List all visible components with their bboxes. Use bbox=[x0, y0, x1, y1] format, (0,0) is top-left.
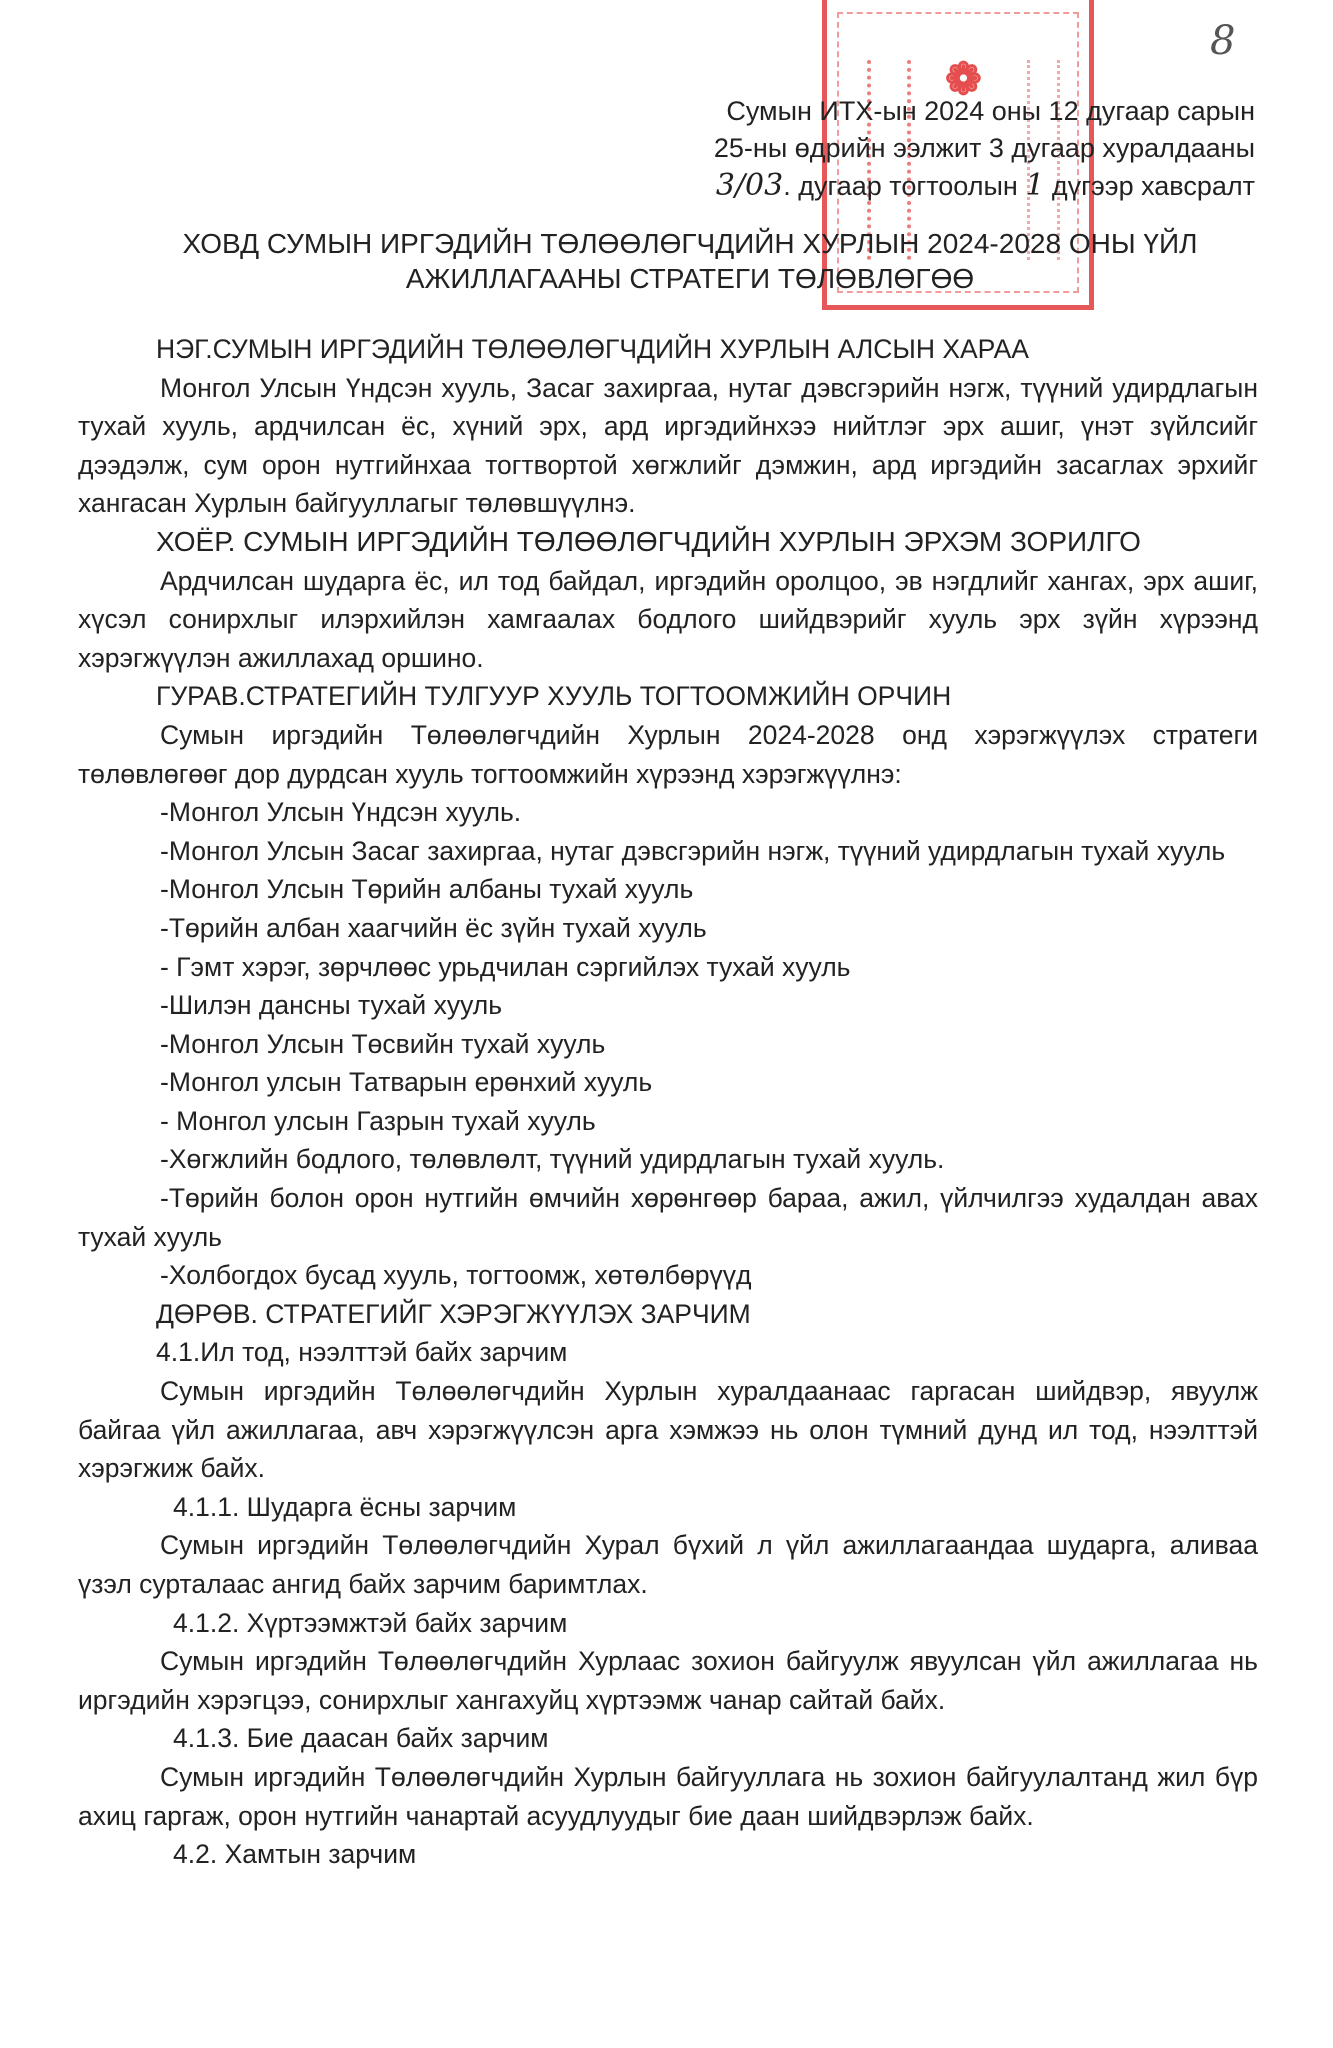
annex-line-3-end: дүгээр хавсралт bbox=[1044, 171, 1255, 201]
subsection-text-4-1-2: Сумын иргэдийн Төлөөлөгчдийн Хурлаас зохион байгуулж явуулсан үйл ажиллагаа нь иргэдийн хэрэгцээ, сонирхлыг хангахуйц хүртээмж чанар сайтай байх. bbox=[78, 1646, 1258, 1715]
law-list-item: -Хөгжлийн бодлого, төлөвлөлт, түүний удирдлагын тухай хууль. bbox=[160, 1144, 945, 1175]
title-line-2: АЖИЛЛАГААНЫ СТРАТЕГИ ТӨЛӨВЛӨГӨӨ bbox=[405, 263, 975, 294]
subsection-text-4-1: Сумын иргэдийн Төлөөлөгчдийн Хурлын хуралдаанаас гаргасан шийдвэр, явуулж байгаа үйл ажиллагаа, авч хэрэгжүүлсэн арга хэмжээ нь олон түмний дунд ил тод, нээлттэй хэрэгжиж байх. bbox=[78, 1376, 1258, 1484]
law-list-item: -Монгол Улсын Төрийн албаны тухай хууль bbox=[160, 874, 694, 905]
law-list-item: - Монгол улсын Газрын тухай хууль bbox=[160, 1105, 596, 1136]
law-list-item: -Монгол Улсын Засаг захиргаа, нутаг дэвсгэрийн нэгж, түүний удирдлагын тухай хууль bbox=[160, 835, 1226, 866]
law-list-item: -Төрийн болон орон нутгийн өмчийн хөрөнгөөр бараа, ажил, үйлчилгээ худалдан авах тухай хууль bbox=[78, 1183, 1258, 1252]
title-line-1: ХОВД СУМЫН ИРГЭДИЙН ТӨЛӨӨЛӨГЧДИЙН ХУРЛЫН 2024-2028 ОНЫ ҮЙЛ bbox=[182, 228, 1198, 259]
subsection-heading-4-2: 4.2. Хамтын зарчим bbox=[173, 1839, 417, 1870]
subsection-heading-4-1: 4.1.Ил тод, нээлттэй байх зарчим bbox=[156, 1337, 568, 1368]
handwritten-page-number: 8 bbox=[1210, 18, 1236, 64]
document-body bbox=[78, 330, 1258, 1874]
law-list-item: -Төрийн албан хаагчийн ёс зүйн тухай хууль bbox=[160, 912, 707, 943]
section-heading-mission: ХОЁР. СУМЫН ИРГЭДИЙН ТӨЛӨӨЛӨГЧДИЙН ХУРЛЫН ЭРХЭМ ЗОРИЛГО bbox=[156, 525, 1141, 557]
law-list-item: -Монгол Улсын Төсвийн тухай хууль bbox=[160, 1028, 606, 1059]
annex-line-1: Сумын ИТХ-ын 2024 оны 12 дугаар сарын bbox=[726, 96, 1255, 126]
subsection-heading-4-1-1: 4.1.1. Шударга ёсны зарчим bbox=[173, 1491, 517, 1522]
section-heading-vision: НЭГ.СУМЫН ИРГЭДИЙН ТӨЛӨӨЛӨГЧДИЙН ХУРЛЫН АЛСЫН ХАРАА bbox=[156, 334, 1029, 364]
soyombo-emblem-icon: ❁ bbox=[945, 54, 982, 105]
section-paragraph-vision: Монгол Улсын Үндсэн хууль, Засаг захиргаа, нутаг дэвсгэрийн нэгж, түүний удирдлагын тухай хууль, ардчилсан ёс, хүний эрх, ард иргэдийнхээ нийтлэг эрх ашиг, үнэт зүйлсийг дээдэлж, сум орон нутгийнхаа тогтвортой хөгжлийг дэмжин, ард иргэдийн засаглах эрхийг хангасан Хурлын байгууллагыг төлөвшүүлнэ. bbox=[78, 372, 1258, 519]
law-list-item: -Шилэн дансны тухай хууль bbox=[160, 990, 503, 1021]
annex-line-3-mid: . дугаар тогтоолын bbox=[783, 171, 1026, 201]
section-heading-principles: ДӨРӨВ. СТРАТЕГИЙГ ХЭРЭГЖҮҮЛЭХ ЗАРЧИМ bbox=[156, 1298, 751, 1329]
subsection-text-4-1-1: Сумын иргэдийн Төлөөлөгчдийн Хурал бүхий л үйл ажиллагаандаа шударга, аливаа үзэл сурталаас ангид байх зарчим баримтлах. bbox=[78, 1530, 1258, 1599]
subsection-text-4-1-3: Сумын иргэдийн Төлөөлөгчдийн Хурлын байгууллага нь зохион байгуулалтанд жил бүр ахиц гаргаж, орон нутгийн чанартай асуудлуудыг бие даан шийдвэрлэж байх. bbox=[78, 1761, 1258, 1831]
section-paragraph-legal-framework: Сумын иргэдийн Төлөөлөгчдийн Хурлын 2024-2028 онд хэрэгжүүлэх стратеги төлөвлөгөөг дор дурдсан хууль тогтоомжийн хүрээнд хэрэгжүүлнэ: bbox=[78, 719, 1258, 789]
annex-line-2: 25-ны өдрийн ээлжит 3 дугаар хуралдааны bbox=[713, 133, 1255, 163]
annex-line-3 bbox=[714, 167, 1255, 205]
law-list-item: -Холбогдох бусад хууль, тогтоомж, хөтөлбөрүүд bbox=[160, 1260, 752, 1291]
law-list-item: - Гэмт хэрэг, зөрчлөөс урьдчилан сэргийлэх тухай хууль bbox=[160, 951, 851, 982]
section-paragraph-mission: Ардчилсан шударга ёс, ил тод байдал, иргэдийн оролцоо, эв нэгдлийг хангах, эрх ашиг, хүсэл сонирхлыг илэрхийлэн хамгаалах бодлого шийдвэрийг хууль эрх зүйн хүрээнд хэрэгжүүлэн ажиллахад оршино. bbox=[78, 565, 1258, 673]
document-title bbox=[110, 226, 1270, 296]
law-list-item: -Монгол улсын Татварын ерөнхий хууль bbox=[160, 1067, 653, 1098]
annex-number: 1 bbox=[1025, 168, 1045, 203]
subsection-heading-4-1-2: 4.1.2. Хүртээмжтэй байх зарчим bbox=[173, 1607, 568, 1638]
subsection-heading-4-1-3: 4.1.3. Бие даасан байх зарчим bbox=[173, 1723, 549, 1754]
law-list bbox=[78, 793, 1258, 1295]
law-list-item: -Монгол Улсын Үндсэн хууль. bbox=[160, 797, 522, 828]
annex-reference bbox=[714, 93, 1255, 205]
section-heading-legal-framework: ГУРАВ.СТРАТЕГИЙН ТУЛГУУР ХУУЛЬ ТОГТООМЖИЙН ОРЧИН bbox=[156, 681, 952, 712]
resolution-number: 3/03 bbox=[715, 168, 784, 203]
